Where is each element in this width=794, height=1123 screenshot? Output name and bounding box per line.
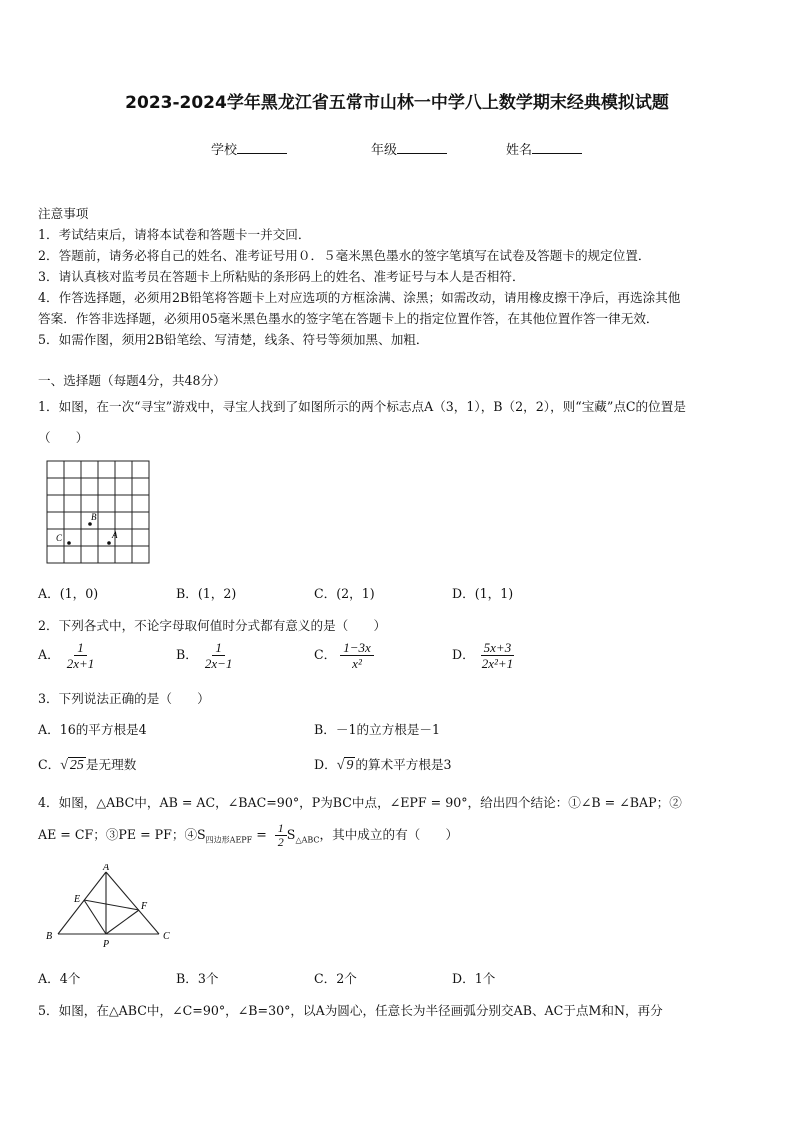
point-a bbox=[107, 541, 111, 545]
grade-field: 年级 bbox=[371, 139, 447, 158]
notice-item-4-cont: 答案．作答非选择题，必须用05毫米黑色墨水的签字笔在答题卡上的指定位置作答，在其他位置作答一律无效． bbox=[38, 311, 659, 326]
q3-option-c: C．√ 25 是无理数 bbox=[38, 757, 137, 773]
fig-label-p: P bbox=[103, 939, 110, 950]
q1-option-a: A．(1，0) bbox=[38, 586, 99, 601]
fig-label-a: A bbox=[103, 864, 110, 873]
notice-item-2: 2．答题前，请务必将自己的姓名、准考证号用０．５毫米黑色墨水的签字笔填写在试卷及答题卡的规定位置． bbox=[38, 248, 651, 263]
q4-stem: 4．如图，△ABC中，AB = AC，∠BAC=90°，P为BC中点，∠EPF = 90°，给出四个结论：①∠B = ∠BAP；② bbox=[38, 795, 682, 810]
q3-option-b: B．－1的立方根是－1 bbox=[314, 722, 441, 737]
fig-label-b: B bbox=[46, 931, 53, 942]
label-a: A bbox=[112, 530, 118, 540]
q4-option-c: C．2个 bbox=[314, 971, 357, 986]
q3-option-d: D．√ 9 的算术平方根是3 bbox=[314, 757, 452, 773]
notice-item-3: 3．请认真核对监考员在答题卡上所粘贴的条形码上的姓名、准考证号与本人是否相符． bbox=[38, 269, 525, 284]
q2-option-b: B． $\frac{1}{2x-1}$ bbox=[176, 640, 233, 671]
section-heading: 一、选择题（每题4分，共48分） bbox=[38, 373, 226, 388]
notice-item-4: 4．作答选择题，必须用2B铅笔将答题卡上对应选项的方框涂满、涂黑；如需改动，请用橡皮擦干净后，再选涂其他 bbox=[38, 290, 681, 305]
q1-option-b: B．(1，2) bbox=[176, 586, 237, 601]
q4-option-b: B．3个 bbox=[176, 971, 219, 986]
q2-option-a: A． $\frac{1}{2x+1}$ bbox=[38, 640, 95, 671]
point-b bbox=[88, 522, 92, 526]
notice-item-5: 5．如需作图，须用2B铅笔绘、写清楚，线条、符号等须加黑、加粗． bbox=[38, 332, 429, 347]
q1-option-c: C．(2，1) bbox=[314, 586, 375, 601]
q2-stem: 2．下列各式中，不论字母取何值时分式都有意义的是（ ） bbox=[38, 618, 387, 633]
q4-stem-cont: AE = CF；③PE = PF；$④S_{四边形AEPF}$ = $\frac{1}{2}$ $S_{\triangle ABC}$，其中成立的有（ ） bbox=[38, 821, 459, 849]
fig-label-c: C bbox=[163, 931, 170, 942]
q4-triangle-figure bbox=[44, 864, 178, 950]
q3-option-a: A．16的平方根是4 bbox=[38, 722, 147, 737]
q1-stem-paren: （ ） bbox=[38, 430, 89, 445]
fig-label-e: E bbox=[74, 894, 81, 905]
q3-stem: 3．下列说法正确的是（ ） bbox=[38, 691, 210, 706]
q1-option-d: D．(1，1) bbox=[452, 586, 514, 601]
q4-option-a: A．4个 bbox=[38, 971, 81, 986]
name-field: 姓名 bbox=[506, 139, 582, 158]
q2-option-d: D． $\frac{5x+3}{\text{2x²+1}}$ bbox=[452, 640, 514, 671]
school-field: 学校 bbox=[211, 139, 287, 158]
q1-grid-figure bbox=[46, 460, 152, 566]
q2-option-c: C． $\frac{1-3x}{\text{x²}}$ bbox=[314, 640, 374, 671]
q1-stem: 1．如图，在一次“寻宝”游戏中，寻宝人找到了如图所示的两个标志点A（3，1），B（2，2），则“宝藏”点C的位置是 bbox=[38, 399, 686, 414]
q4-option-d: D．1个 bbox=[452, 971, 496, 986]
page-title: 2023-2024学年黑龙江省五常市山林一中学八上数学期末经典模拟试题 bbox=[125, 93, 669, 113]
fig-label-f: F bbox=[141, 901, 148, 912]
notice-item-1: 1．考试结束后，请将本试卷和答题卡一并交回． bbox=[38, 227, 311, 242]
label-c: C bbox=[56, 533, 63, 543]
q5-stem: 5．如图，在△ABC中，∠C=90°，∠B=30°，以A为圆心，任意长为半径画弧分别交AB、AC于点M和N，再分 bbox=[38, 1003, 663, 1018]
point-c bbox=[67, 541, 71, 545]
label-b: B bbox=[91, 512, 97, 522]
notice-heading: 注意事项 bbox=[38, 206, 89, 221]
